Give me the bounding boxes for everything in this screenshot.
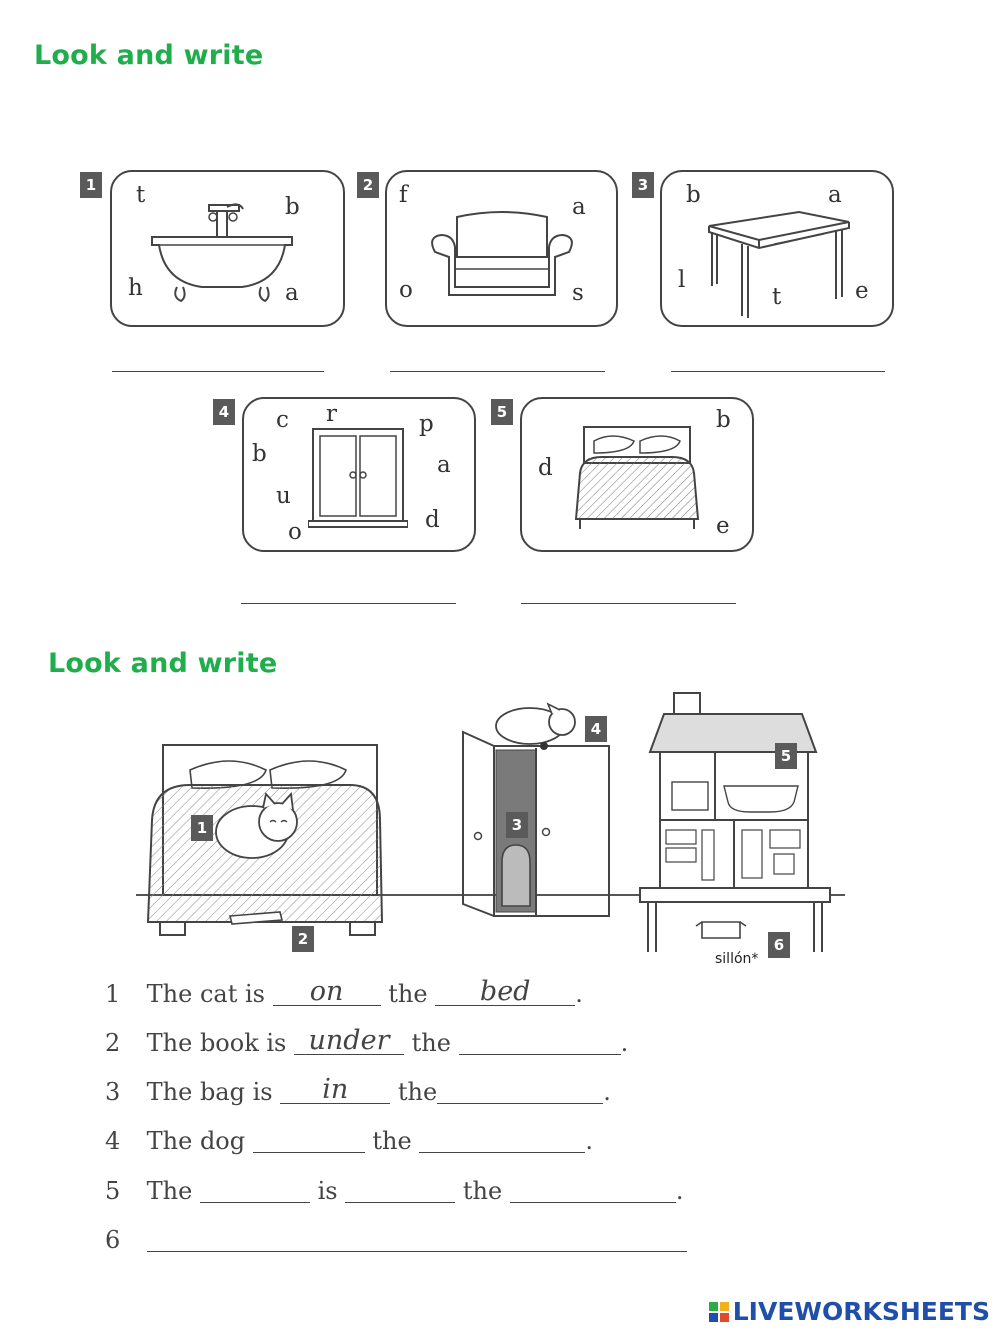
answer-blank[interactable] xyxy=(419,1128,585,1153)
letter: a xyxy=(285,280,299,306)
item-number-badge: 3 xyxy=(632,172,654,198)
sentence-1 xyxy=(105,976,583,1008)
letter: a xyxy=(572,194,586,220)
liveworksheets-logo xyxy=(709,1297,990,1326)
letter: b xyxy=(716,407,731,433)
letter: b xyxy=(686,182,701,208)
item-number-badge: 1 xyxy=(80,172,102,198)
answer-blank[interactable] xyxy=(435,976,575,1007)
logo-grid-icon xyxy=(709,1302,729,1322)
scene-number-badge: 2 xyxy=(292,926,314,952)
sentence-6 xyxy=(105,1226,687,1254)
sentence-5 xyxy=(105,1177,683,1205)
picture-card-bed xyxy=(520,397,754,552)
picture-card-table xyxy=(660,170,894,327)
letter: b xyxy=(252,441,267,467)
handwritten-answer: under xyxy=(308,1025,390,1056)
sentence-text: The book is xyxy=(146,1029,287,1057)
section2-heading: Look and write xyxy=(48,648,278,679)
sentence-number: 2 xyxy=(105,1029,121,1057)
sentence-text: The dog xyxy=(146,1127,246,1155)
letter: f xyxy=(399,182,408,208)
sentence-text: the xyxy=(462,1177,503,1205)
letter: u xyxy=(276,483,291,509)
answer-blank[interactable] xyxy=(510,1178,676,1203)
letter: t xyxy=(136,182,146,208)
answer-blank[interactable] xyxy=(147,1227,687,1252)
answer-line[interactable] xyxy=(241,603,456,604)
sentence-text: the xyxy=(397,1078,438,1106)
sentence-number: 6 xyxy=(105,1226,121,1254)
answer-line[interactable] xyxy=(390,371,605,372)
sentence-number: 1 xyxy=(105,980,121,1008)
sentence-number: 5 xyxy=(105,1177,121,1205)
letter: t xyxy=(772,284,782,310)
answer-blank[interactable] xyxy=(273,976,381,1007)
item-number-badge: 5 xyxy=(491,399,513,425)
sentence-number: 4 xyxy=(105,1127,121,1155)
answer-line[interactable] xyxy=(112,371,324,372)
sentence-text: . xyxy=(620,1029,629,1057)
answer-line[interactable] xyxy=(671,371,885,372)
sentence-number: 3 xyxy=(105,1078,121,1106)
sentence-text: . xyxy=(575,980,583,1008)
letter: e xyxy=(716,513,730,539)
letter: c xyxy=(276,407,289,433)
answer-blank[interactable] xyxy=(437,1079,603,1104)
item-number-badge: 4 xyxy=(213,399,235,425)
handwritten-answer: in xyxy=(322,1074,349,1105)
letter: h xyxy=(128,275,143,301)
letter: s xyxy=(572,280,584,306)
answer-blank[interactable] xyxy=(345,1178,455,1203)
letter: e xyxy=(855,278,869,304)
table-icon xyxy=(704,204,854,322)
item-number-badge: 2 xyxy=(357,172,379,198)
answer-blank[interactable] xyxy=(200,1178,310,1203)
sentence-text: The cat is xyxy=(146,980,265,1008)
scene-number-badge: 1 xyxy=(191,815,213,841)
sentence-text: the xyxy=(372,1127,412,1155)
picture-card-sofa xyxy=(385,170,618,327)
letter: a xyxy=(828,182,842,208)
sentence-2 xyxy=(105,1025,629,1057)
scene-number-badge: 5 xyxy=(775,743,797,769)
section1-heading: Look and write xyxy=(34,40,264,71)
letter: o xyxy=(288,519,302,545)
sofa-icon xyxy=(427,207,577,302)
sentence-text: the xyxy=(411,1029,451,1057)
sentence-text: The bag is xyxy=(146,1078,273,1106)
dollhouse-scene-icon xyxy=(640,693,830,952)
letter: l xyxy=(678,267,686,293)
cupboard-icon xyxy=(308,427,408,533)
letter: a xyxy=(437,452,451,478)
handwritten-answer: on xyxy=(309,976,344,1007)
sentence-text: The xyxy=(146,1177,193,1205)
letter: d xyxy=(425,507,440,533)
answer-blank[interactable] xyxy=(280,1074,390,1105)
bathtub-icon xyxy=(147,197,297,307)
sillon-label: sillón* xyxy=(715,951,759,967)
picture-card-bathtub xyxy=(110,170,345,327)
bed-icon xyxy=(572,423,702,535)
sentence-text: the xyxy=(388,980,428,1008)
letter: r xyxy=(326,401,337,427)
bed-scene-icon xyxy=(148,745,382,935)
letter: d xyxy=(538,455,553,481)
answer-blank[interactable] xyxy=(459,1030,621,1055)
sentence-3 xyxy=(105,1074,611,1106)
sentence-text: . xyxy=(675,1177,684,1205)
sentence-text: . xyxy=(603,1078,611,1106)
sentence-text: is xyxy=(317,1177,338,1205)
handwritten-answer: bed xyxy=(479,976,531,1007)
answer-blank[interactable] xyxy=(253,1128,365,1153)
sentence-text: . xyxy=(585,1127,593,1155)
scene-number-badge: 4 xyxy=(585,716,607,742)
picture-card-cupboard xyxy=(242,397,476,552)
room-scene-illustration xyxy=(130,690,860,960)
answer-line[interactable] xyxy=(521,603,736,604)
sentence-4 xyxy=(105,1127,593,1155)
letter: p xyxy=(419,411,434,437)
letter: b xyxy=(285,194,300,220)
scene-number-badge: 6 xyxy=(768,932,790,958)
letter: o xyxy=(399,277,413,303)
answer-blank[interactable] xyxy=(294,1025,404,1056)
logo-text: LIVEWORKSHEETS xyxy=(732,1297,990,1326)
scene-number-badge: 3 xyxy=(506,812,528,838)
